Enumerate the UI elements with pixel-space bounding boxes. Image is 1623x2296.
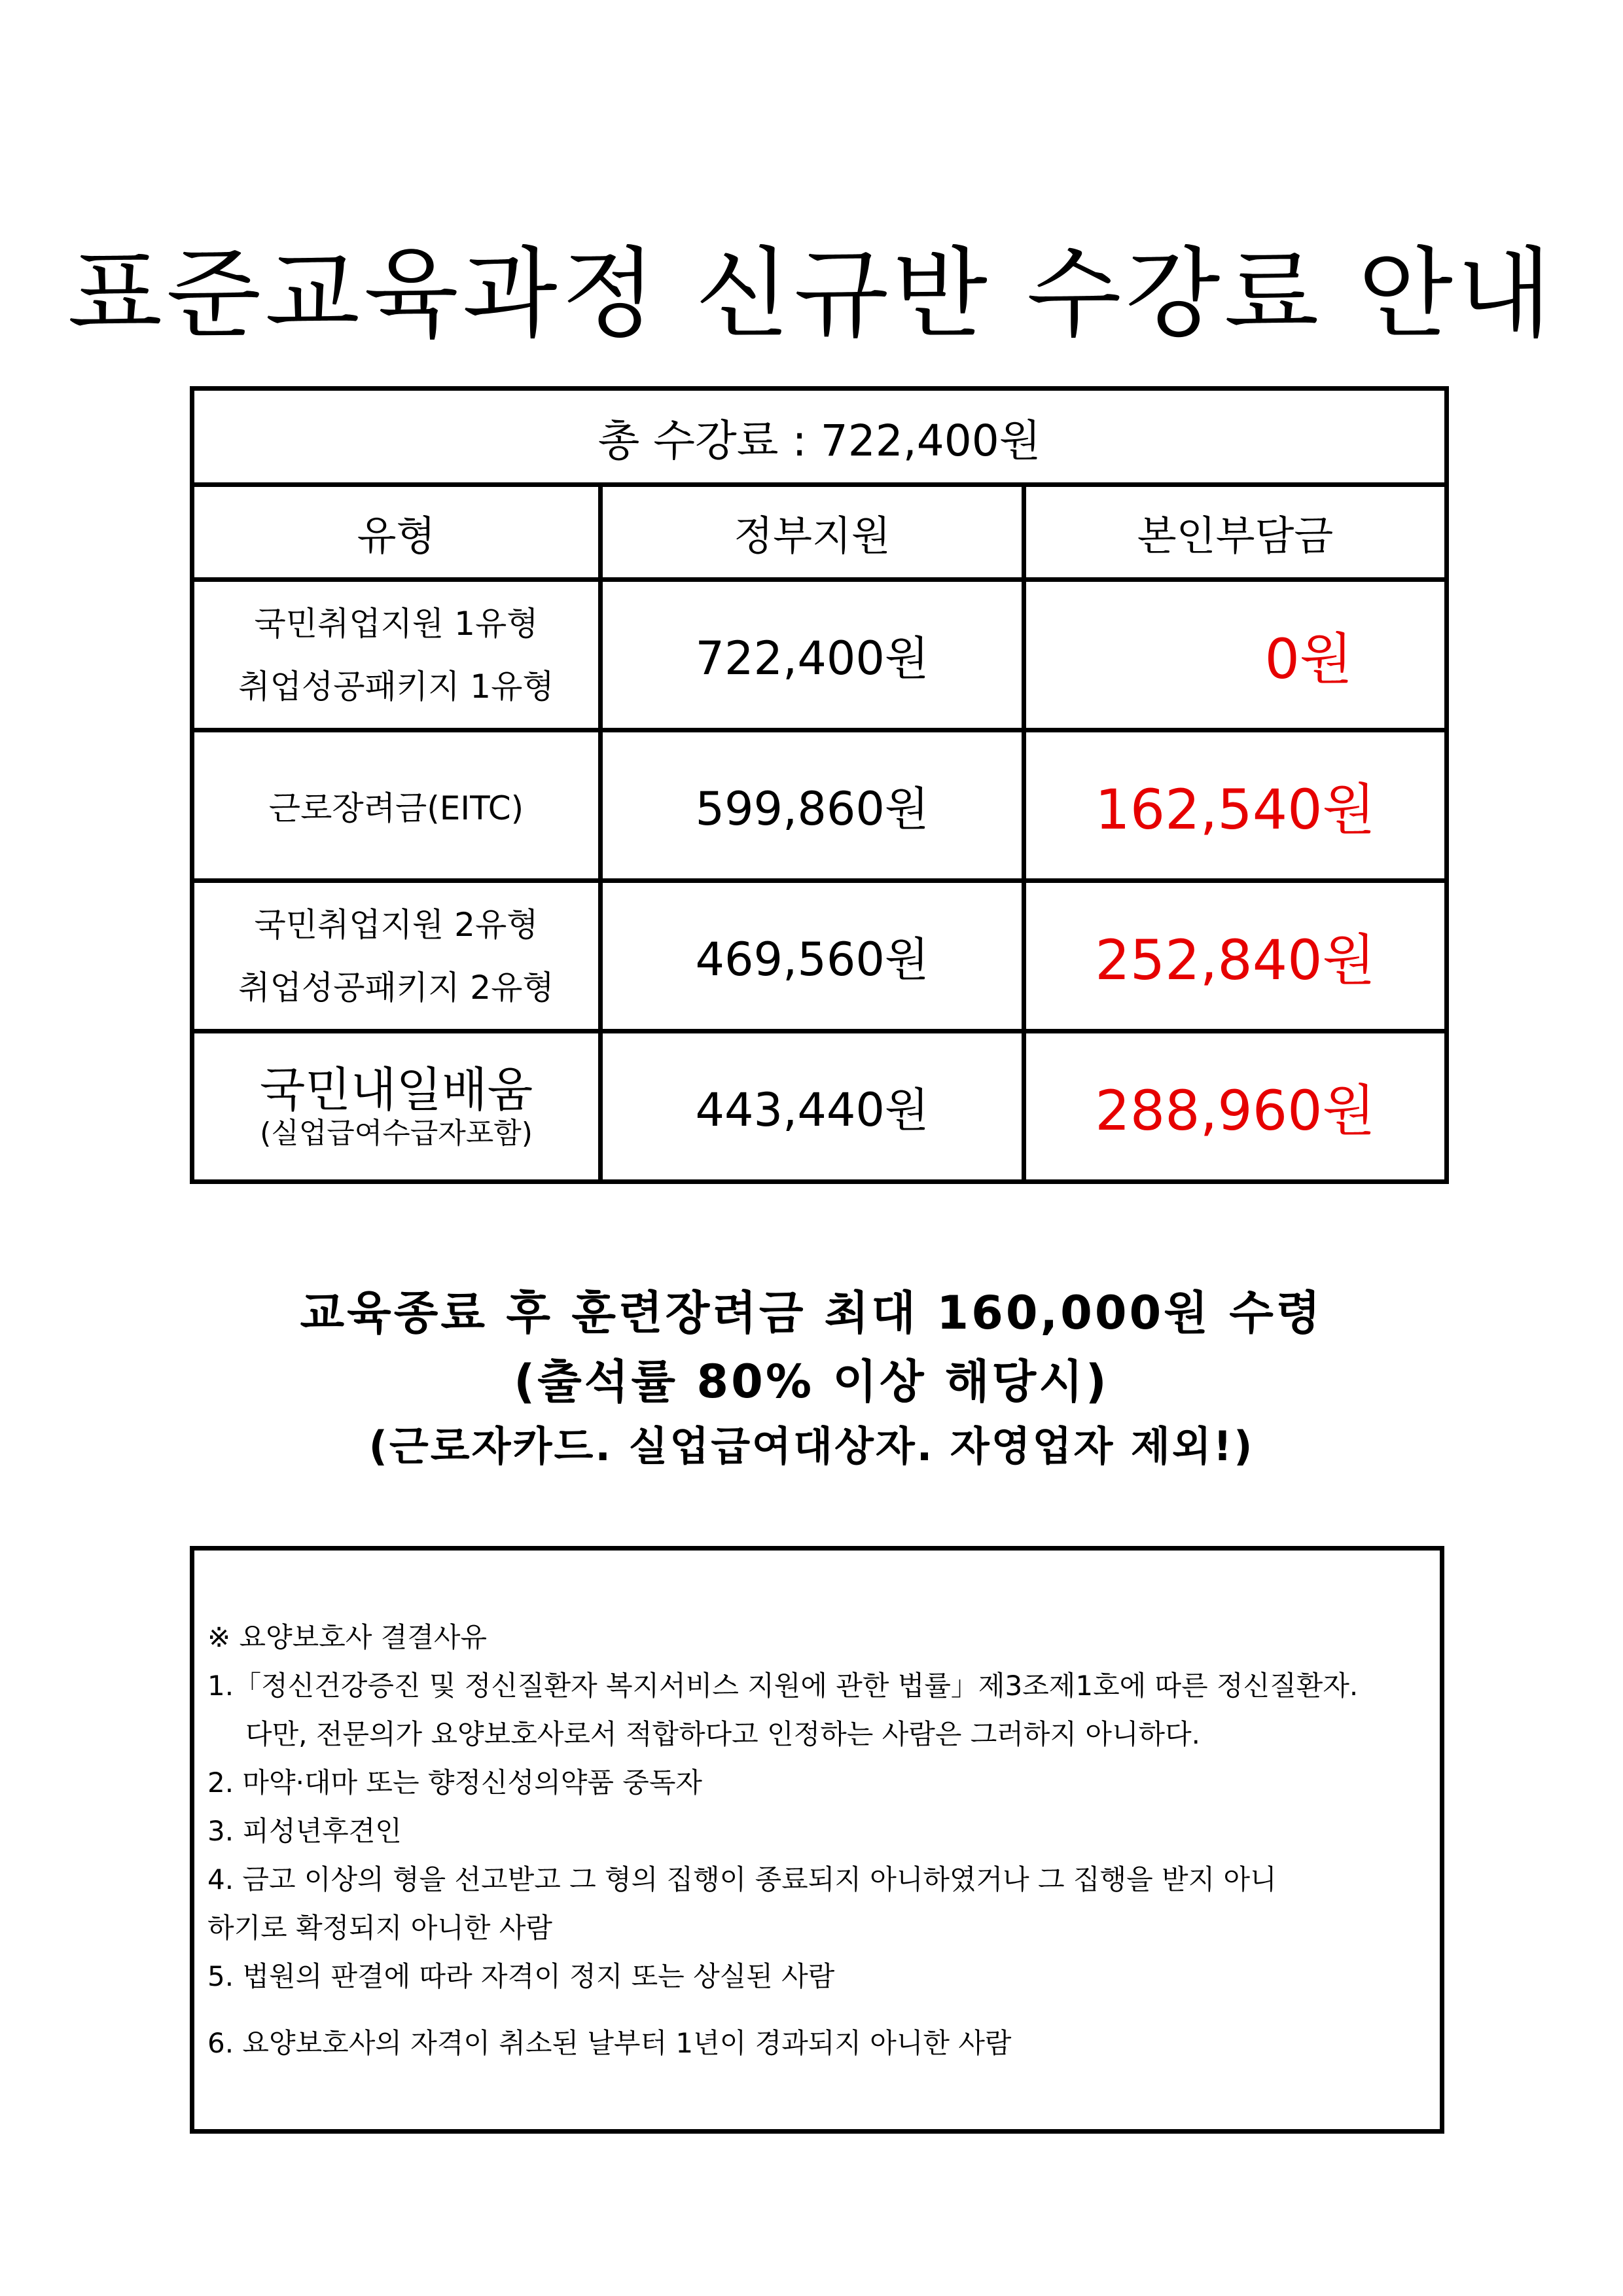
self-amount: 0원 xyxy=(1024,580,1447,730)
header-row xyxy=(192,485,1447,580)
exclusion-note: (근로자카드. 실업급여대상자. 자영업자 제외!) xyxy=(368,1422,1255,1470)
total-fee: 총 수강료 : 722,400원 xyxy=(192,389,1447,485)
page-title: 표준교육과정 신규반 수강료 안내 xyxy=(67,238,1556,351)
type-cell xyxy=(192,1031,601,1182)
self-amount: 162,540원 xyxy=(1024,730,1447,881)
list-item: 하기로 확정되지 아니한 사람 xyxy=(207,1912,552,1944)
list-item: 다만, 전문의가 요양보호사로서 적합하다고 인정하는 사람은 그러하지 아니하다. xyxy=(245,1718,1201,1750)
government-amount: 599,860원 xyxy=(601,730,1024,881)
government-amount: 469,560원 xyxy=(601,881,1024,1031)
table-row xyxy=(192,881,1447,1031)
type-cell xyxy=(192,881,601,1031)
list-item: 1.「정신건강증진 및 정신질환자 복지서비스 지원에 관한 법률」제3조제1호에 따른 정신질환자. xyxy=(207,1670,1359,1702)
table-row xyxy=(192,1031,1447,1182)
type-line: 국민취업지원 1유형 xyxy=(254,604,539,643)
self-amount: 288,960원 xyxy=(1024,1031,1447,1182)
list-item: 6. 요양보호사의 자격이 취소된 날부터 1년이 경과되지 아니한 사람 xyxy=(207,2027,1012,2059)
disqualification-box xyxy=(190,1546,1444,2134)
type-line: 취업성공패키지 2유형 xyxy=(238,968,554,1007)
header-government: 정부지원 xyxy=(601,485,1024,580)
table-row xyxy=(192,580,1447,730)
type-cell xyxy=(192,580,601,730)
self-amount: 252,840원 xyxy=(1024,881,1447,1031)
government-amount: 722,400원 xyxy=(601,580,1024,730)
government-amount: 443,440원 xyxy=(601,1031,1024,1182)
type-main: 국민내일배움 xyxy=(259,1062,533,1117)
disqualification-heading: ※ 요양보호사 결결사유 xyxy=(207,1621,488,1653)
total-row xyxy=(192,389,1447,485)
type-sub: (실업급여수급자포함) xyxy=(260,1116,533,1150)
incentive-notice: 교육종료 후 훈련장려금 최대 160,000원 수령 xyxy=(300,1286,1323,1340)
type-cell xyxy=(192,730,601,881)
type-line: 국민취업지원 2유형 xyxy=(254,905,539,944)
list-item: 2. 마약·대마 또는 향정신성의약품 중독자 xyxy=(207,1767,702,1799)
list-item: 3. 피성년후견인 xyxy=(207,1815,402,1847)
table-row xyxy=(192,730,1447,881)
attendance-condition: (출석률 80% 이상 해당시) xyxy=(514,1355,1109,1408)
fee-table xyxy=(190,386,1449,1184)
header-type: 유형 xyxy=(192,485,601,580)
type-line: 근로장려금(EITC) xyxy=(268,789,524,827)
header-self: 본인부담금 xyxy=(1024,485,1447,580)
list-item: 4. 금고 이상의 형을 선고받고 그 형의 집행이 종료되지 아니하였거나 그 집행을 받지 아니 xyxy=(207,1863,1277,1895)
list-item: 5. 법원의 판결에 따라 자격이 정지 또는 상실된 사람 xyxy=(207,1960,835,1992)
type-line: 취업성공패키지 1유형 xyxy=(238,667,554,706)
